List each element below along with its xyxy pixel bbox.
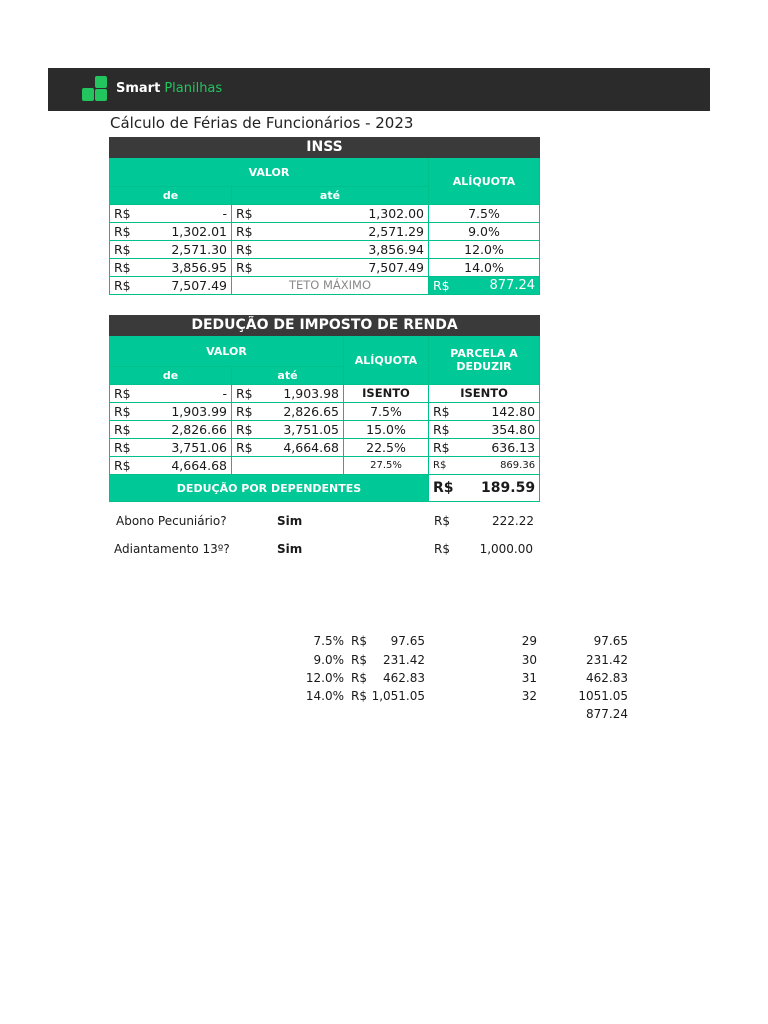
calc-total: 877.24	[586, 707, 628, 721]
irrf-col-de: de	[110, 367, 232, 385]
cell-ate: 7,507.49	[272, 259, 429, 277]
calc-index: 31	[521, 671, 537, 685]
header-bar	[48, 68, 710, 111]
table-row	[110, 223, 540, 241]
cell-aliquota: 14.0%	[429, 259, 540, 277]
teto-maximo-label: TETO MÁXIMO	[232, 277, 429, 295]
abono-currency: R$	[434, 514, 450, 528]
currency: R$	[433, 440, 450, 455]
cell-parcela	[429, 439, 540, 457]
currency: R$	[110, 457, 148, 475]
currency: R$	[433, 278, 450, 293]
irrf-col-parcela: PARCELA A DEDUZIR	[429, 336, 540, 385]
currency: R$	[433, 460, 447, 471]
cell-aliquota: 27.5%	[344, 457, 429, 475]
dependentes-value	[429, 475, 540, 502]
parcela-value: 142.80	[491, 404, 536, 419]
brand-bold: Smart	[116, 81, 161, 96]
calc-value-2: 1051.05	[578, 689, 628, 703]
cell-de: 2,571.30	[148, 241, 232, 259]
inss-col-valor: VALOR	[110, 158, 429, 187]
cell-de: 7,507.49	[148, 277, 232, 295]
calc-currency: R$	[351, 653, 367, 667]
currency: R$	[110, 205, 148, 223]
cell-de: -	[148, 385, 232, 403]
cell-empty	[232, 457, 344, 475]
cell-aliquota: 7.5%	[429, 205, 540, 223]
calc-value: 462.83	[383, 671, 425, 685]
currency: R$	[433, 479, 454, 496]
cell-aliquota: ISENTO	[344, 385, 429, 403]
currency: R$	[110, 259, 148, 277]
adiantamento-answer[interactable]: Sim	[277, 542, 303, 556]
cell-ate: 2,571.29	[272, 223, 429, 241]
currency: R$	[232, 385, 272, 403]
currency: R$	[232, 439, 272, 457]
currency: R$	[232, 259, 272, 277]
currency: R$	[232, 403, 272, 421]
calc-index: 32	[521, 689, 537, 703]
cell-ate: 3,751.05	[272, 421, 344, 439]
calc-value-2: 97.65	[593, 634, 628, 648]
currency: R$	[433, 422, 450, 437]
cell-ate: 3,856.94	[272, 241, 429, 259]
cell-de: -	[148, 205, 232, 223]
adiantamento-currency: R$	[434, 542, 450, 556]
cell-aliquota: 22.5%	[344, 439, 429, 457]
cell-parcela	[429, 403, 540, 421]
table-row	[110, 277, 540, 295]
currency: R$	[110, 421, 148, 439]
cell-parcela	[429, 457, 540, 475]
dependentes-label: DEDUÇÃO POR DEPENDENTES	[110, 475, 429, 502]
irrf-col-valor: VALOR	[110, 336, 344, 367]
currency: R$	[110, 277, 148, 295]
inss-table	[109, 137, 540, 295]
page-title: Cálculo de Férias de Funcionários - 2023	[110, 114, 414, 132]
cell-ate: 2,826.65	[272, 403, 344, 421]
currency: R$	[433, 404, 450, 419]
currency: R$	[110, 385, 148, 403]
table-row	[110, 205, 540, 223]
calc-value: 1,051.05	[371, 689, 425, 703]
dependentes-amount: 189.59	[481, 479, 536, 496]
cell-de: 4,664.68	[148, 457, 232, 475]
calc-pct: 9.0%	[313, 653, 344, 667]
calc-value-2: 462.83	[586, 671, 628, 685]
teto-value: 877.24	[489, 278, 535, 293]
irrf-col-aliquota: ALÍQUOTA	[344, 336, 429, 385]
cell-de: 1,903.99	[148, 403, 232, 421]
abono-value: 222.22	[492, 514, 534, 528]
calc-pct: 14.0%	[305, 689, 344, 703]
cell-ate: 1,302.00	[272, 205, 429, 223]
cell-aliquota: 9.0%	[429, 223, 540, 241]
inss-col-aliquota: ALÍQUOTA	[429, 158, 540, 205]
cell-ate: 1,903.98	[272, 385, 344, 403]
table-row	[110, 439, 540, 457]
irrf-title: DEDUÇÃO DE IMPOSTO DE RENDA	[110, 316, 540, 336]
calc-value-2: 231.42	[586, 653, 628, 667]
table-row	[110, 259, 540, 277]
cell-de: 3,856.95	[148, 259, 232, 277]
calc-value: 97.65	[390, 634, 425, 648]
currency: R$	[232, 421, 272, 439]
currency: R$	[232, 205, 272, 223]
irrf-table	[109, 315, 540, 502]
inss-col-ate: até	[232, 187, 429, 205]
parcela-value: 636.13	[491, 440, 536, 455]
calc-value: 231.42	[383, 653, 425, 667]
cell-aliquota: 15.0%	[344, 421, 429, 439]
calc-currency: R$	[351, 689, 367, 703]
table-row	[110, 385, 540, 403]
currency: R$	[232, 223, 272, 241]
cell-de: 2,826.66	[148, 421, 232, 439]
abono-label: Abono Pecuniário?	[116, 514, 227, 528]
calc-currency: R$	[351, 634, 367, 648]
abono-answer[interactable]: Sim	[277, 514, 303, 528]
currency: R$	[110, 223, 148, 241]
parcela-value: 354.80	[491, 422, 536, 437]
currency: R$	[232, 241, 272, 259]
currency: R$	[110, 439, 148, 457]
adiantamento-value: 1,000.00	[479, 542, 533, 556]
table-row	[110, 421, 540, 439]
inss-title: INSS	[110, 138, 540, 158]
inss-col-de: de	[110, 187, 232, 205]
table-row	[110, 457, 540, 475]
calc-pct: 12.0%	[305, 671, 344, 685]
teto-maximo-value	[429, 277, 540, 295]
cell-ate: 4,664.68	[272, 439, 344, 457]
brand-name	[116, 81, 222, 96]
parcela-value: 869.36	[500, 460, 536, 471]
currency: R$	[110, 403, 148, 421]
cell-aliquota: 12.0%	[429, 241, 540, 259]
calc-currency: R$	[351, 671, 367, 685]
cell-aliquota: 7.5%	[344, 403, 429, 421]
cell-parcela	[429, 421, 540, 439]
brand-rest: Planilhas	[164, 81, 223, 96]
irrf-col-ate: até	[232, 367, 344, 385]
calc-index: 30	[521, 653, 537, 667]
adiantamento-label: Adiantamento 13º?	[114, 542, 230, 556]
cell-parcela: ISENTO	[429, 385, 540, 403]
currency: R$	[110, 241, 148, 259]
table-row	[110, 241, 540, 259]
cell-de: 1,302.01	[148, 223, 232, 241]
calc-index: 29	[521, 634, 537, 648]
calc-pct: 7.5%	[313, 634, 344, 648]
cell-de: 3,751.06	[148, 439, 232, 457]
table-row	[110, 403, 540, 421]
